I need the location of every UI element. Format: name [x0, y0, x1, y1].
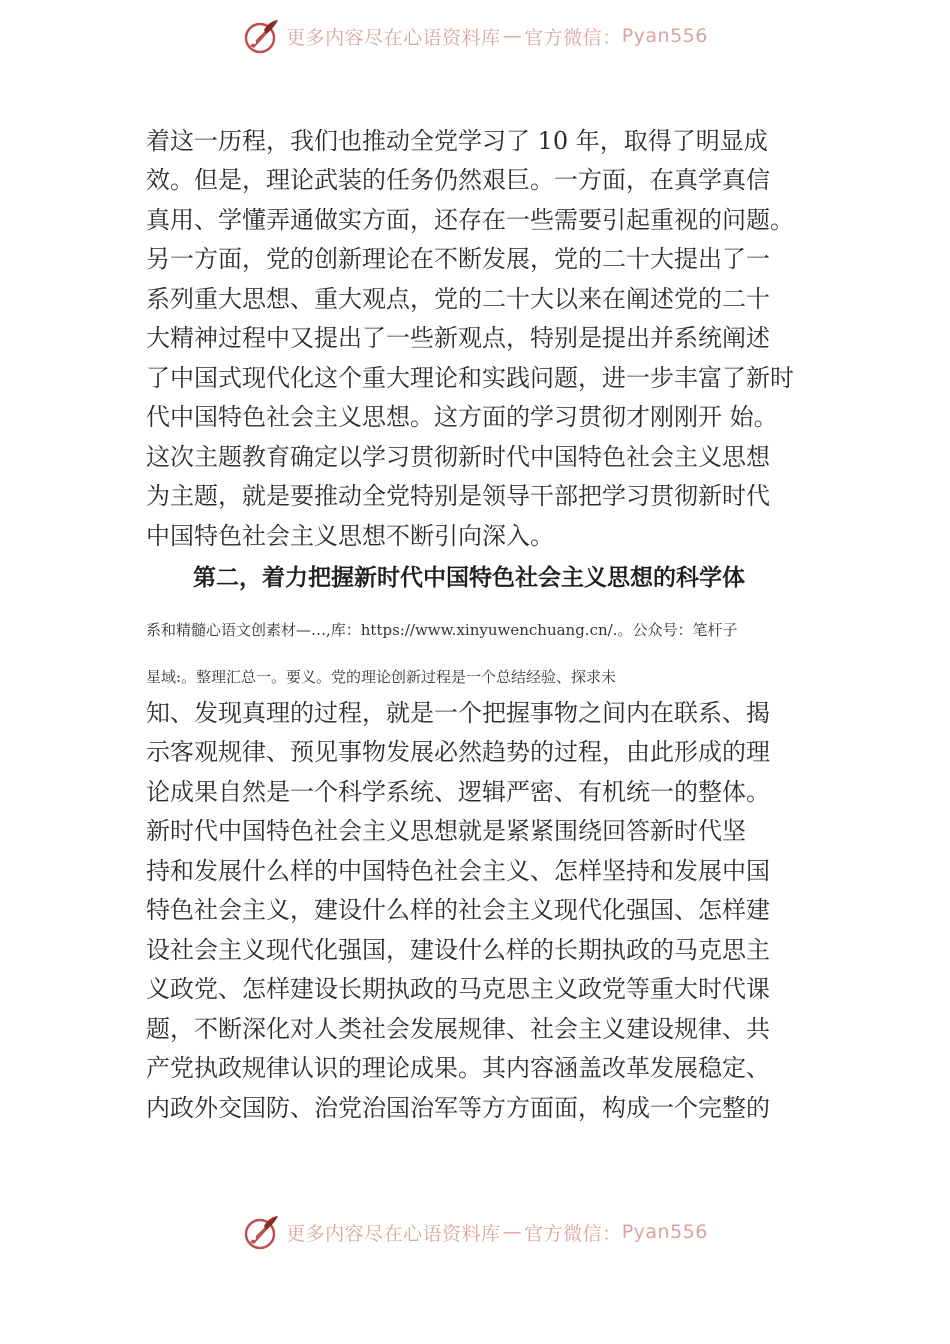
text-line: 真用、学懂弄通做实方面，还存在一些需要引起重视的问题。 — [146, 206, 794, 234]
text-line: 另一方面，党的创新理论在不断发展，党的二十大提出了一 — [146, 245, 770, 273]
text-line: 着这一历程，我们也推动全党学习了 10 年，取得了明显成 — [146, 127, 768, 155]
banner-wechat-id: Pyan556 — [621, 1221, 708, 1243]
banner-wechat-label: 官方微信： — [524, 1222, 622, 1245]
text-line: 了中国式现代化这个重大理论和实践问题，进一步丰富了新时 — [146, 364, 794, 392]
text-line: 为主题，就是要推动全党特别是领导干部把学习贯彻新时代 — [146, 482, 770, 510]
text-line: 系列重大思想、重大观点，党的二十大以来在阐述党的二十 — [146, 285, 770, 313]
text-line: 中国特色社会主义思想不断引向深入。 — [146, 522, 554, 550]
quill-pen-logo-icon — [242, 16, 282, 56]
banner-separator: — — [502, 1221, 523, 1243]
text-line: 知、发现真理的过程，就是一个把握事物之间内在联系、揭 — [146, 699, 770, 727]
text-line: 题，不断深化对人类社会发展规律、社会主义建设规律、共 — [146, 1015, 770, 1043]
banner-text: 更多内容尽在心语资料库 — [286, 26, 501, 49]
quill-pen-logo-icon — [242, 1212, 282, 1252]
text-line: 新时代中国特色社会主义思想就是紧紧围绕回答新时代坚 — [146, 817, 746, 845]
text-line: 效。但是，理论武装的任务仍然艰巨。一方面，在真学真信 — [146, 166, 770, 194]
text-line: 特色社会主义，建设什么样的社会主义现代化强国、怎样建 — [146, 896, 770, 924]
text-line: 这次主题教育确定以学习贯彻新时代中国特色社会主义思想 — [146, 443, 770, 471]
banner-wechat-id: Pyan556 — [621, 25, 708, 47]
text-line: 示客观规律、预见事物发展必然趋势的过程，由此形成的理 — [146, 738, 770, 766]
text-line: 代中国特色社会主义思想。这方面的学习贯彻才刚刚开 始。 — [146, 403, 778, 431]
banner-text: 更多内容尽在心语资料库 — [286, 1222, 501, 1245]
section-heading: 第二，着力把握新时代中国特色社会主义思想的科学体 — [193, 565, 745, 591]
text-line: 设社会主义现代化强国，建设什么样的长期执政的马克思主 — [146, 936, 770, 964]
text-line: 大精神过程中又提出了一些新观点，特别是提出并系统阐述 — [146, 324, 770, 352]
text-line: 论成果自然是一个科学系统、逻辑严密、有机统一的整体。 — [146, 778, 770, 806]
text-line: 产党执政规律认识的理论成果。其内容涵盖改革发展稳定、 — [146, 1054, 770, 1082]
text-line: 持和发展什么样的中国特色社会主义、怎样坚持和发展中国 — [146, 857, 770, 885]
text-line: 内政外交国防、治党治国治军等方方面面，构成一个完整的 — [146, 1094, 770, 1122]
header-banner — [0, 14, 950, 58]
small-text-line: 系和精髓心语文创素材—…,库：https://www.xinyuwenchuang.cn/.。公众号：笔杆子 — [146, 621, 738, 639]
banner-separator: — — [502, 25, 523, 47]
footer-banner — [0, 1210, 950, 1254]
small-text-line: 星域:。整理汇总一。要义。党的理论创新过程是一个总结经验、探求未 — [146, 668, 617, 686]
banner-wechat-label: 官方微信： — [524, 26, 622, 49]
text-line: 义政党、怎样建设长期执政的马克思主义政党等重大时代课 — [146, 975, 770, 1003]
